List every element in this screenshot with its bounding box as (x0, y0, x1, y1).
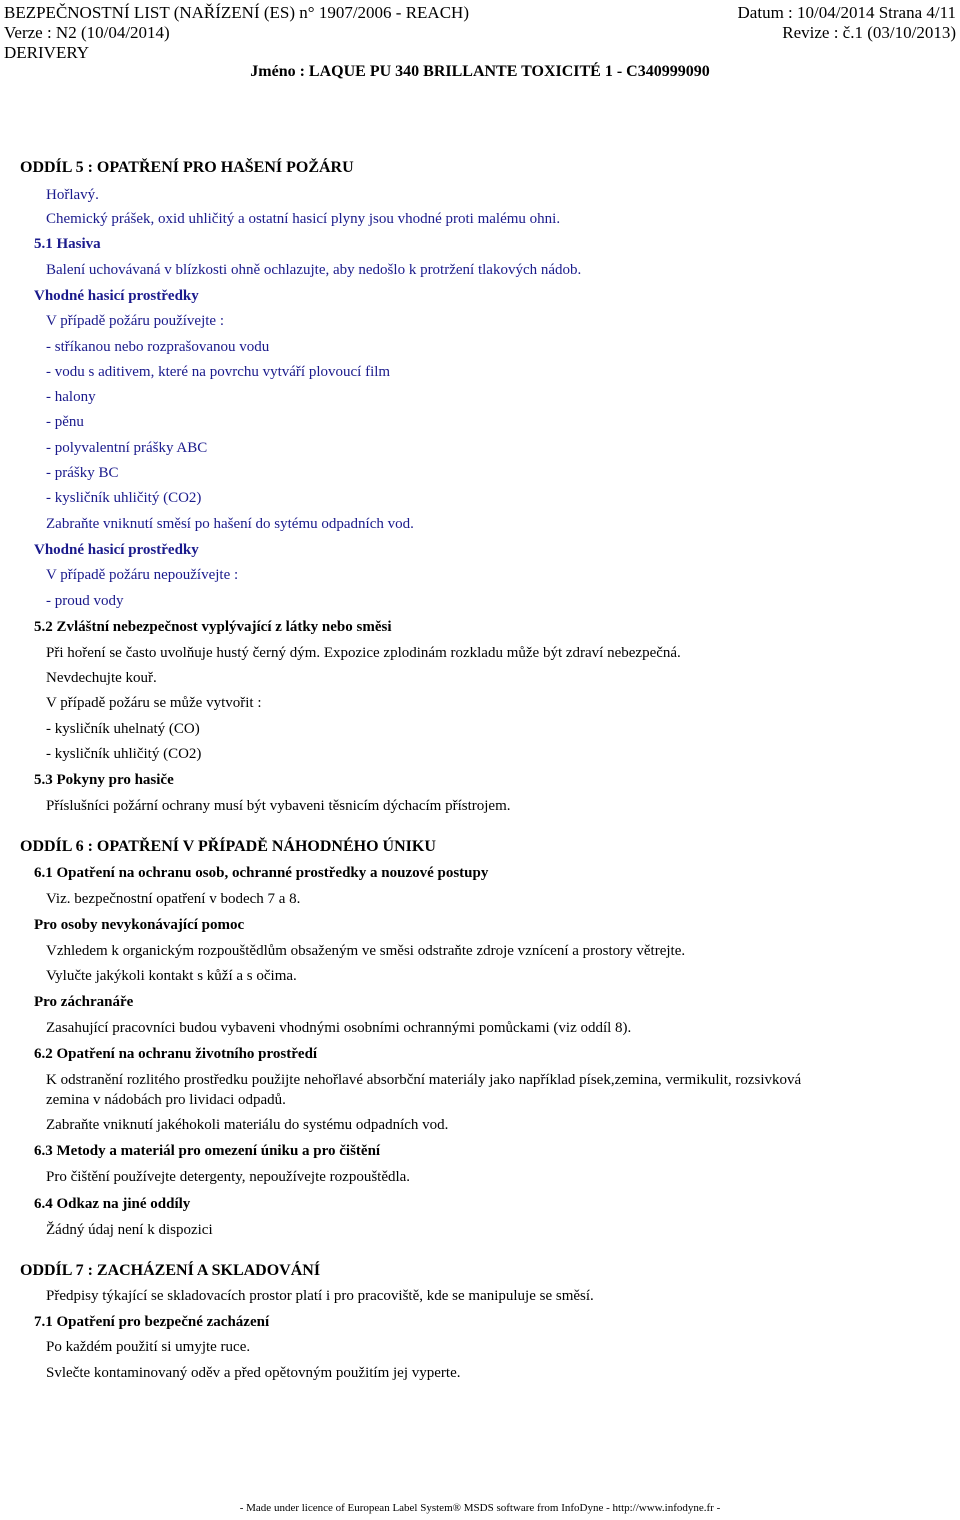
unsuitable-media-intro: V případě požáru nepoužívejte : (46, 567, 239, 583)
section6-1-text: Viz. bezpečnostní opatření v bodech 7 a 8. (46, 891, 301, 907)
document-title: BEZPEČNOSTNÍ LIST (NAŘÍZENÍ (ES) n° 1907/2006 - REACH) (4, 3, 469, 22)
suitable-media-item: - vodu s aditivem, které na povrchu vytváří plovoucí film (46, 364, 391, 380)
suitable-media-title: Vhodné hasicí prostředky (34, 288, 199, 304)
section5-2-item: - kysličník uhelnatý (CO) (46, 721, 200, 737)
section5-3-text: Příslušníci požární ochrany musí být vybaveni těsnicím dýchacím přístrojem. (46, 798, 511, 814)
suitable-media-item: - polyvalentní prášky ABC (46, 440, 208, 456)
section6-3-text: Pro čištění používejte detergenty, nepoužívejte rozpouštědla. (46, 1169, 411, 1185)
section6-2-text: Zabraňte vniknutí jakéhokoli materiálu do systému odpadních vod. (46, 1117, 449, 1133)
unsuitable-media-item: - proud vody (46, 593, 124, 609)
page-footer: - Made under licence of European Label System® MSDS software from InfoDyne - http://www.infodyne.fr - (239, 1502, 721, 1514)
section7-intro: Předpisy týkající se skladovacích prostor platí i pro pracoviště, kde se manipuluje se směsí. (46, 1288, 594, 1304)
non-emergency-text: Vzhledem k organickým rozpouštědlům obsaženým ve směsi odstraňte zdroje vznícení a prostory větrejte. (46, 943, 686, 959)
section6-1-title: 6.1 Opatření na ochranu osob, ochranné prostředky a nouzové postupy (34, 865, 489, 881)
company-name: DERIVERY (4, 43, 89, 62)
section5-intro2: Chemický prášek, oxid uhličitý a ostatní hasicí plyny jsou vhodné proti malému ohni. (46, 211, 561, 227)
section5-2-text: Při hoření se často uvolňuje hustý černý dým. Expozice zplodinám rozkladu může být zdraví nebezpečná. (46, 645, 681, 661)
unsuitable-media-title: Vhodné hasicí prostředky (34, 542, 199, 558)
section6-3-title: 6.3 Metody a materiál pro omezení úniku a pro čištění (34, 1143, 381, 1159)
section5-2-item: - kysličník uhličitý (CO2) (46, 746, 202, 762)
suitable-media-intro: V případě požáru používejte : (46, 313, 224, 329)
section7-1-text: Po každém použití si umyjte ruce. (46, 1339, 251, 1355)
section7-1-title: 7.1 Opatření pro bezpečné zacházení (34, 1314, 270, 1330)
section5-heading: ODDÍL 5 : OPATŘENÍ PRO HAŠENÍ POŽÁRU (20, 159, 354, 176)
section7-1-text: Svlečte kontaminovaný oděv a před opětovným použitím jej vyperte. (46, 1365, 461, 1381)
suitable-media-item: - halony (46, 389, 96, 405)
section7-heading: ODDÍL 7 : ZACHÁZENÍ A SKLADOVÁNÍ (20, 1262, 321, 1279)
section5-1-title: 5.1 Hasiva (34, 236, 101, 252)
section6-2-text: K odstranění rozlitého prostředku použijte nehořlavé absorbční materiály jako například písek,zemina, vermikulit, rozsivková (46, 1072, 802, 1088)
section5-intro1: Hořlavý. (46, 187, 99, 203)
section5-2-title: 5.2 Zvláštní nebezpečnost vyplývající z látky nebo směsi (34, 619, 392, 635)
suitable-media-item: - pěnu (46, 414, 84, 430)
version-info: Verze : N2 (10/04/2014) (4, 23, 170, 42)
emergency-responders-title: Pro záchranáře (34, 994, 134, 1010)
revision-info: Revize : č.1 (03/10/2013) (782, 23, 956, 42)
non-emergency-text: Vylučte jakýkoli kontakt s kůží a s očima. (46, 968, 297, 984)
section5-1-text: Balení uchovávaná v blízkosti ohně ochlazujte, aby nedošlo k protržení tlakových nádob. (46, 262, 582, 278)
section6-4-text: Žádný údaj není k dispozici (46, 1222, 213, 1238)
section6-2-text: zemina v nádobách pro lividaci odpadů. (46, 1092, 286, 1108)
non-emergency-title: Pro osoby nevykonávající pomoc (34, 917, 245, 933)
suitable-media-item: - prášky BC (46, 465, 119, 481)
suitable-media-item: - kysličník uhličitý (CO2) (46, 490, 202, 506)
section5-2-text: Nevdechujte kouř. (46, 670, 157, 686)
product-name: Jméno : LAQUE PU 340 BRILLANTE TOXICITÉ 1 - C340999090 (250, 63, 710, 80)
suitable-media-item: - stříkanou nebo rozprašovanou vodu (46, 339, 270, 355)
section5-3-title: 5.3 Pokyny pro hasiče (34, 772, 174, 788)
section6-2-title: 6.2 Opatření na ochranu životního prostředí (34, 1046, 318, 1062)
date-page-info: Datum : 10/04/2014 Strana 4/11 (737, 3, 956, 22)
section5-2-text: V případě požáru se může vytvořit : (46, 695, 262, 711)
emergency-responders-text: Zasahující pracovníci budou vybaveni vhodnými osobními ochrannými pomůckami (viz oddíl 8). (46, 1020, 632, 1036)
suitable-media-note: Zabraňte vniknutí směsí po hašení do sytému odpadních vod. (46, 516, 414, 532)
section6-heading: ODDÍL 6 : OPATŘENÍ V PŘÍPADĚ NÁHODNÉHO ÚNIKU (20, 838, 436, 855)
section6-4-title: 6.4 Odkaz na jiné oddíly (34, 1196, 191, 1212)
